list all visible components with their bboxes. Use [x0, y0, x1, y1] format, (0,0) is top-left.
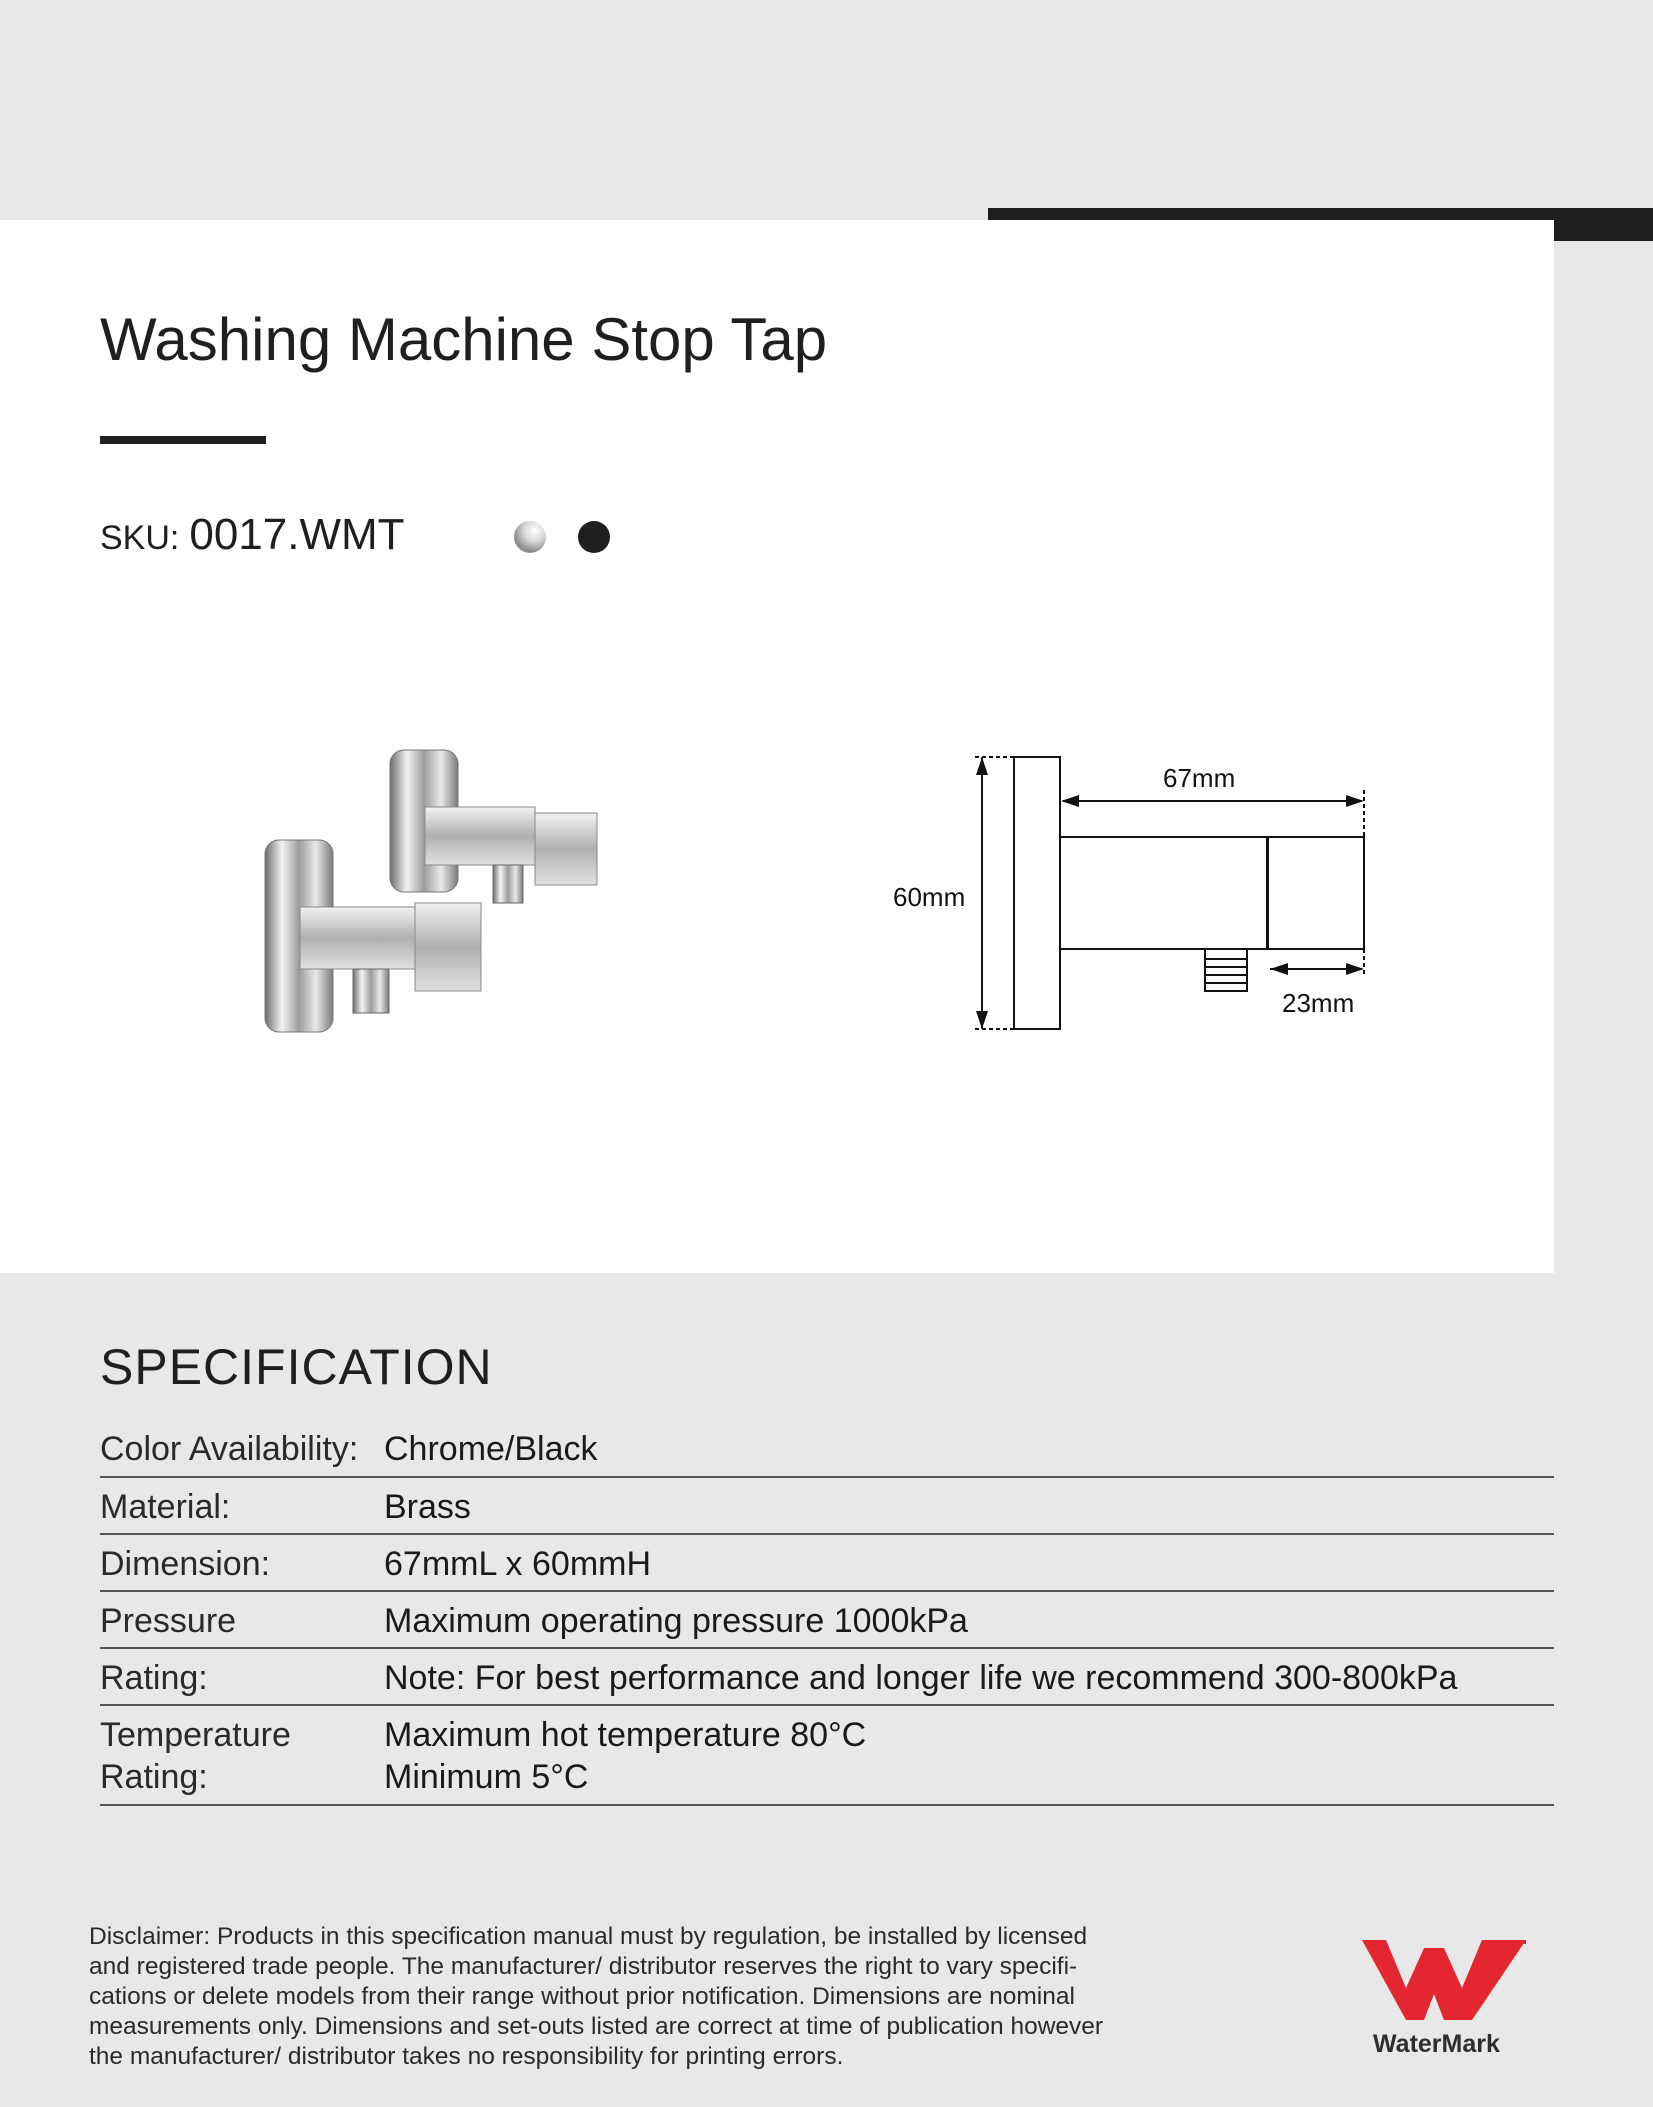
back-tap	[390, 750, 597, 903]
spec-row-pressure	[100, 1592, 1554, 1649]
spec-value-line: Minimum 5°C	[384, 1758, 589, 1796]
spec-label: Rating:	[100, 1659, 208, 1697]
spec-label: Color Availability:	[100, 1430, 359, 1468]
watermark-logo-icon	[1362, 1940, 1526, 2020]
watermark-logo-text: WaterMark	[1373, 2030, 1500, 2058]
wall-plate-outline	[1014, 757, 1060, 1029]
spec-value: 67mmL x 60mmH	[384, 1545, 652, 1583]
product-photo	[255, 745, 625, 1040]
spec-row-color	[100, 1424, 1554, 1478]
spec-value: Maximum operating pressure 1000kPa	[384, 1602, 968, 1640]
specification-table	[100, 1424, 1554, 1806]
disclaimer	[89, 1922, 1199, 2072]
disclaimer-line: Disclaimer: Products in this specification manual must by regulation, be installed by licensed	[89, 1923, 1088, 1950]
disclaimer-line: and registered trade people. The manufacturer/ distributor reserves the right to vary specifi-	[89, 1953, 1078, 1980]
title-underline	[100, 436, 266, 444]
spec-row-material	[100, 1478, 1554, 1535]
spec-value	[384, 1714, 866, 1798]
top-band	[0, 0, 1653, 220]
handle-dimension-label: 23mm	[1282, 988, 1355, 1018]
spec-row-dimension	[100, 1535, 1554, 1592]
sku-label: SKU:	[100, 519, 180, 557]
valve-body-outline	[1060, 837, 1267, 949]
spec-row-temperature	[100, 1706, 1554, 1806]
spec-value: Chrome/Black	[384, 1430, 598, 1468]
length-dimension-label: 67mm	[1163, 763, 1236, 793]
outlet-thread-outline	[1205, 949, 1247, 991]
handle-outline	[1268, 837, 1364, 949]
black-swatch	[578, 521, 610, 553]
spec-label: Material:	[100, 1488, 231, 1526]
spec-label: Dimension:	[100, 1545, 271, 1583]
disclaimer-line: the manufacturer/ distributor takes no responsibility for printing errors.	[89, 2043, 844, 2070]
specification-heading: SPECIFICATION	[100, 1339, 493, 1395]
height-dimension-label: 60mm	[893, 882, 966, 912]
disclaimer-line: cations or delete models from their range without prior notification. Dimensions are nominal	[89, 1983, 1075, 2010]
spec-value: Note: For best performance and longer life we recommend 300-800kPa	[384, 1659, 1458, 1697]
sku-code: 0017.WMT	[189, 510, 405, 559]
spec-label-line: Temperature	[100, 1716, 291, 1754]
spec-label: Pressure	[100, 1602, 237, 1640]
spec-row-rating	[100, 1649, 1554, 1706]
side-strip	[1554, 241, 1653, 1273]
spec-label	[100, 1714, 291, 1798]
disclaimer-line: measurements only. Dimensions and set-outs listed are correct at time of publication however	[89, 2013, 1104, 2040]
spec-value: Brass	[384, 1488, 471, 1526]
chrome-swatch	[514, 521, 546, 553]
product-title: Washing Machine Stop Tap	[100, 306, 828, 373]
spec-label-line: Rating:	[100, 1758, 208, 1796]
sku-line	[100, 510, 405, 560]
spec-value-line: Maximum hot temperature 80°C	[384, 1716, 867, 1754]
